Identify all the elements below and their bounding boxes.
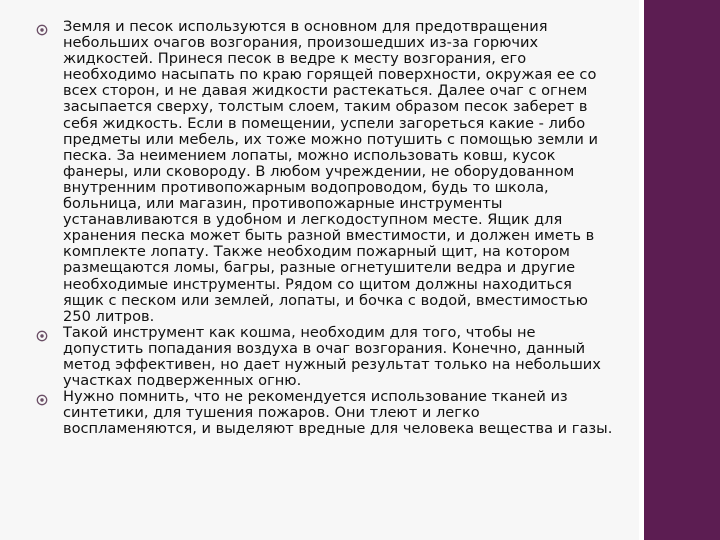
circle-target-icon [36,24,48,36]
bullet-text: Земля и песок используются в основном для предотвращения небольших очагов возгорания, произошедших из-за горючих жидкостей. Принеся песок в ведре к месту возгорания, его необходимо насыпать по краю горящей поверхности, окружая ее со всех сторон, и не давая жидкости растекаться. Далее очаг с огнем засыпается сверху, толстым слоем, таким образом песок заберет в себя жидкость. Если в помещении, успели загореться какие - либо предметы или мебель, их тоже можно потушить с помощью земли и песка. За неимением лопаты, можно использовать ковш, кусок фанеры, или сковороду. В любом учреждении, не оборудованном внутренним противопожарным водопроводом, будь то школа, больница, или магазин, противопожарные инструменты устанавливаются в удобном и легкодоступном месте. Ящик для хранения песка может быть разной вместимости, и должен иметь в комплекте лопату. Также необходим пожарный щит, на котором размещаются ломы, багры, разные огнетушители ведра и другие необходимые инструменты. Рядом со щитом должны находиться ящик с песком или землей, лопаты, и бочка с водой, вместимостью 250 литров. [63,18,598,325]
bullet-item-2 [36,325,616,389]
bullet-text: Нужно помнить, что не рекомендуется использование тканей из синтетики, для тушения пожаров. Они тлеют и легко воспламеняются, и выделяют вредные для человека вещества и газы. [63,388,613,438]
circle-target-icon [36,394,48,406]
bullet-text: Такой инструмент как кошма, необходим для того, чтобы не допустить попадания воздуха в очаг возгорания. Конечно, данный метод эффективен, но дает нужный результат только на небольших участках подверженных огню. [63,323,601,390]
bullet-item-3 [36,389,616,437]
side-accent-panel [644,0,720,540]
circle-target-icon [36,330,48,342]
bullet-list [36,19,616,437]
bullet-item-1 [36,19,616,325]
